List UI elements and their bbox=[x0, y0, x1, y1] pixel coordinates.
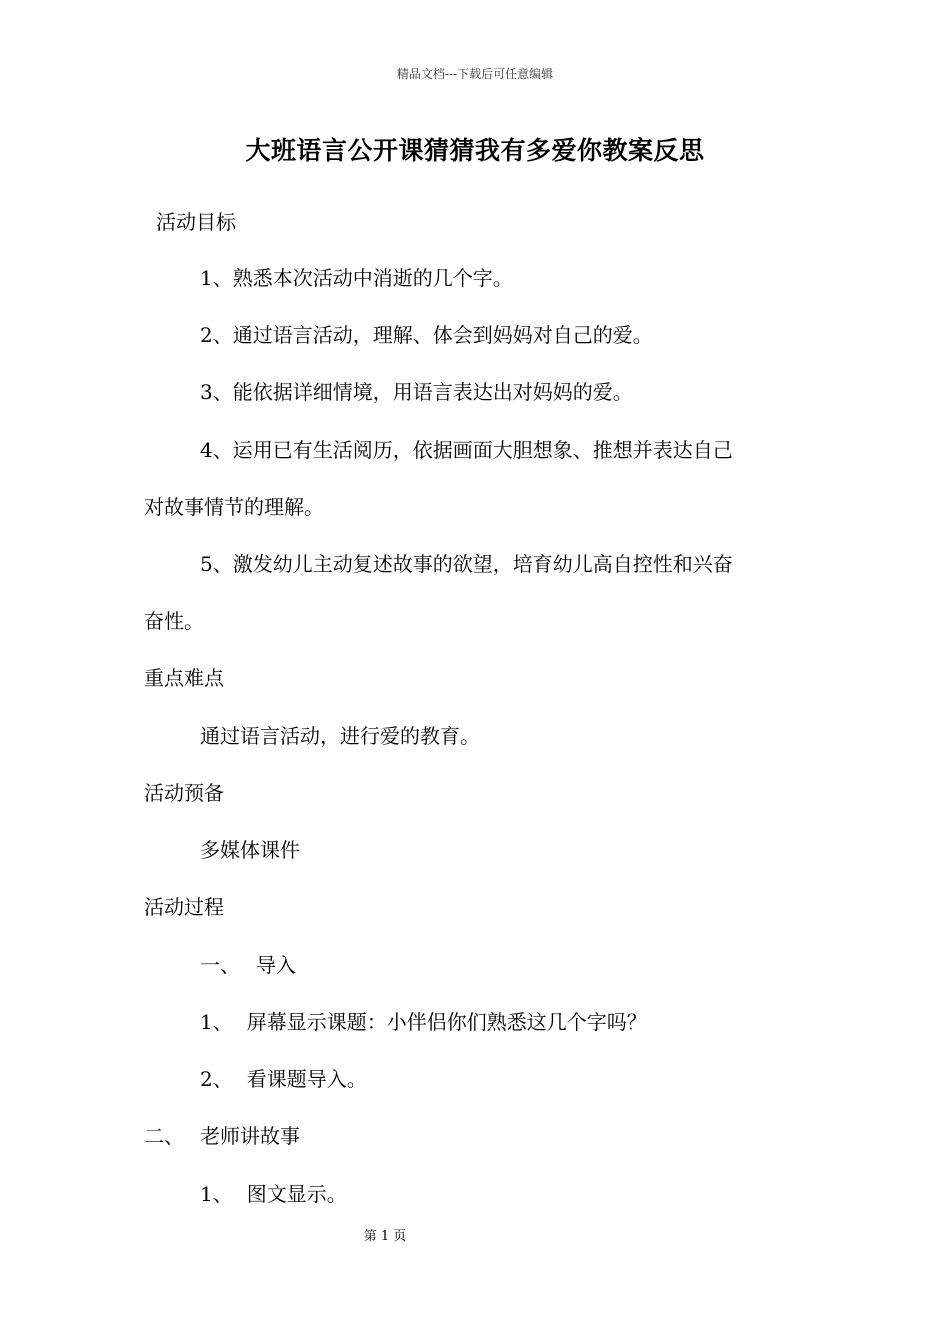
process-step-2-number: 二、 bbox=[144, 1124, 184, 1148]
page-number: 第 1 页 bbox=[363, 1229, 407, 1244]
goal-item-3: 3、能依据详细情境，用语言表达出对妈妈的爱。 bbox=[200, 380, 633, 404]
process-step-2-1-text: 图文显示。 bbox=[246, 1182, 347, 1206]
goal-item-1: 1、熟悉本次活动中消逝的几个字。 bbox=[200, 266, 513, 290]
process-step-1-1-text: 屏幕显示课题：小伴侣你们熟悉这几个字吗？ bbox=[246, 1010, 647, 1034]
process-heading: 活动过程 bbox=[144, 895, 224, 919]
goal-item-4-line-2: 对故事情节的理解。 bbox=[144, 495, 324, 519]
process-step-1-number: 一、 bbox=[200, 953, 240, 977]
process-step-1-label: 导入 bbox=[256, 953, 296, 977]
preparation-heading: 活动预备 bbox=[144, 781, 224, 805]
document-title: 大班语言公开课猜猜我有多爱你教案反思 bbox=[245, 136, 705, 165]
key-points-heading: 重点难点 bbox=[144, 666, 224, 690]
goals-heading: 活动目标 bbox=[156, 210, 236, 234]
process-step-1-1-number: 1、 bbox=[200, 1010, 233, 1034]
process-step-1-2-text: 看课题导入。 bbox=[246, 1067, 367, 1091]
key-points-text: 通过语言活动，进行爱的教育。 bbox=[200, 724, 480, 748]
process-step-2 bbox=[144, 1122, 300, 1150]
process-step-1-2 bbox=[200, 1065, 367, 1093]
goal-item-2: 2、通过语言活动，理解、体会到妈妈对自己的爱。 bbox=[200, 323, 653, 347]
process-step-2-1-number: 1、 bbox=[200, 1182, 233, 1206]
goal-item-4-line-1: 4、运用已有生活阅历，依据画面大胆想象、推想并表达自己 bbox=[200, 438, 733, 462]
process-step-2-label: 老师讲故事 bbox=[200, 1124, 300, 1148]
page-header: 精品文档---下载后可任意编辑 bbox=[396, 67, 554, 81]
process-step-2-1 bbox=[200, 1180, 347, 1208]
process-step-1 bbox=[200, 951, 296, 979]
goal-item-5-line-2: 奋性。 bbox=[144, 609, 204, 633]
preparation-text: 多媒体课件 bbox=[200, 838, 300, 862]
goal-item-5-line-1: 5、激发幼儿主动复述故事的欲望，培育幼儿高自控性和兴奋 bbox=[200, 552, 733, 576]
process-step-1-1 bbox=[200, 1008, 647, 1036]
process-step-1-2-number: 2、 bbox=[200, 1067, 233, 1091]
